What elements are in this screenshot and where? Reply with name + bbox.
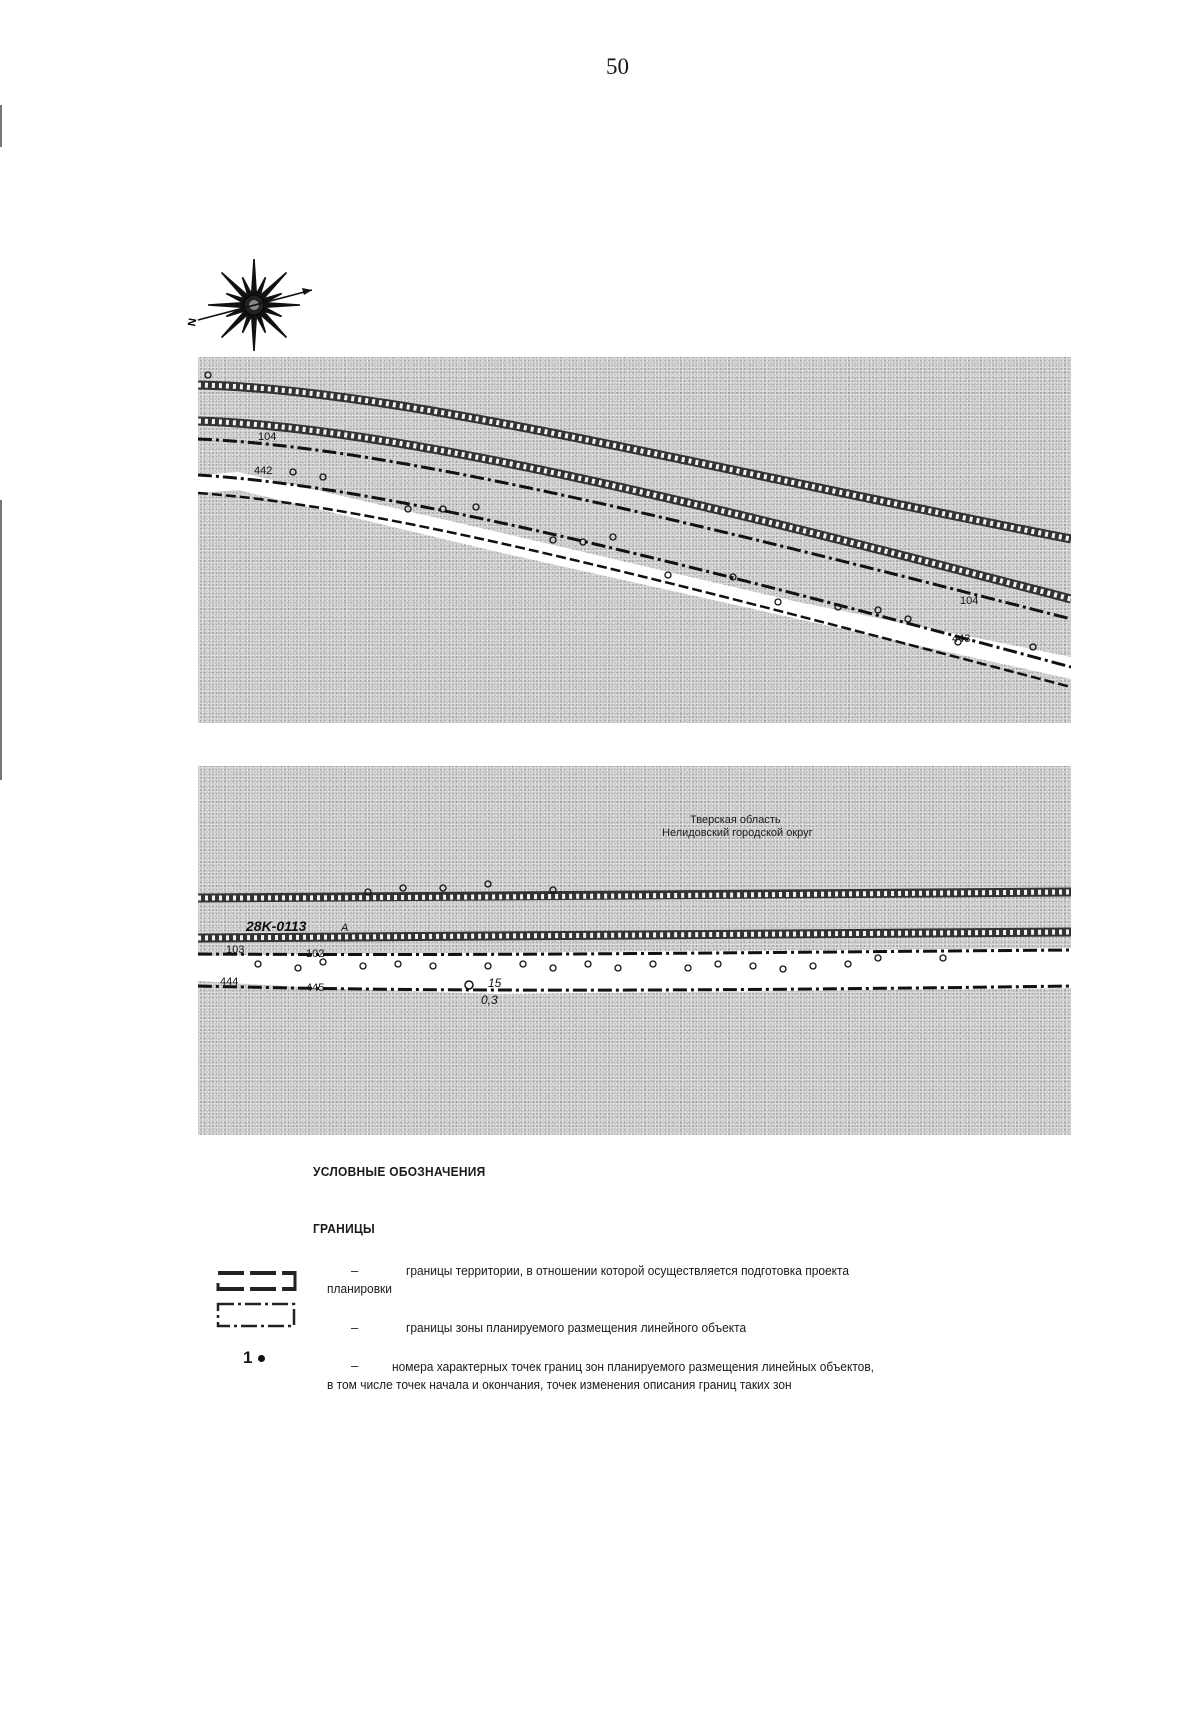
legend-section-title: ГРАНИЦЫ [313,1221,375,1236]
elevation-label: 15 [488,976,502,990]
page-number: 50 [606,54,629,79]
point-label: 445 [306,982,325,994]
road-mark-label: А [341,922,349,934]
linear-object-zone-boundary-symbol-icon [216,1301,298,1329]
region-caption-line: Нелидовский городской округ [662,827,813,839]
elevation-sublabel: 0,3 [481,993,498,1007]
legend-dash: – [351,1263,359,1278]
characteristic-point-symbol [243,1348,265,1368]
map-fragment-1 [198,357,1071,723]
scan-edge-mark [0,105,2,147]
project-territory-boundary-symbol-icon [216,1267,298,1297]
compass-rose-icon [186,254,320,356]
point-label: 104 [960,595,979,607]
map-2-drawing [198,766,1071,1135]
legend-title: УСЛОВНЫЕ ОБОЗНАЧЕНИЯ [313,1164,486,1179]
point-dot-icon [258,1355,265,1362]
point-label: 104 [258,431,277,443]
compass-north-letter: N [186,317,200,328]
legend-item-text: планировки [327,1281,392,1296]
characteristic-point-number: 1 [243,1348,253,1367]
point-label: 444 [220,976,239,988]
point-label: 103 [226,944,245,956]
legend-item-text: границы зоны планируемого размещения линейного объекта [406,1320,747,1335]
map-fragment-2 [198,766,1071,1135]
legend-item-text: границы территории, в отношении которой осуществляется подготовка проекта [406,1263,850,1278]
legend-dash: – [351,1358,359,1373]
legend-item-text: в том числе точек начала и окончания, точек изменения описания границ таких зон [327,1377,792,1392]
point-label: 442 [254,465,273,477]
road-code-label: 28K-0113 [246,918,307,934]
scan-edge-mark [0,500,2,780]
map-1-drawing [198,357,1071,723]
legend-dash: – [351,1320,359,1335]
region-caption-line: Тверская область [690,814,781,826]
legend-item-text: номера характерных точек границ зон планируемого размещения линейных объектов, [392,1359,874,1374]
point-label: 102 [306,948,325,960]
point-label: 443 [952,633,971,645]
